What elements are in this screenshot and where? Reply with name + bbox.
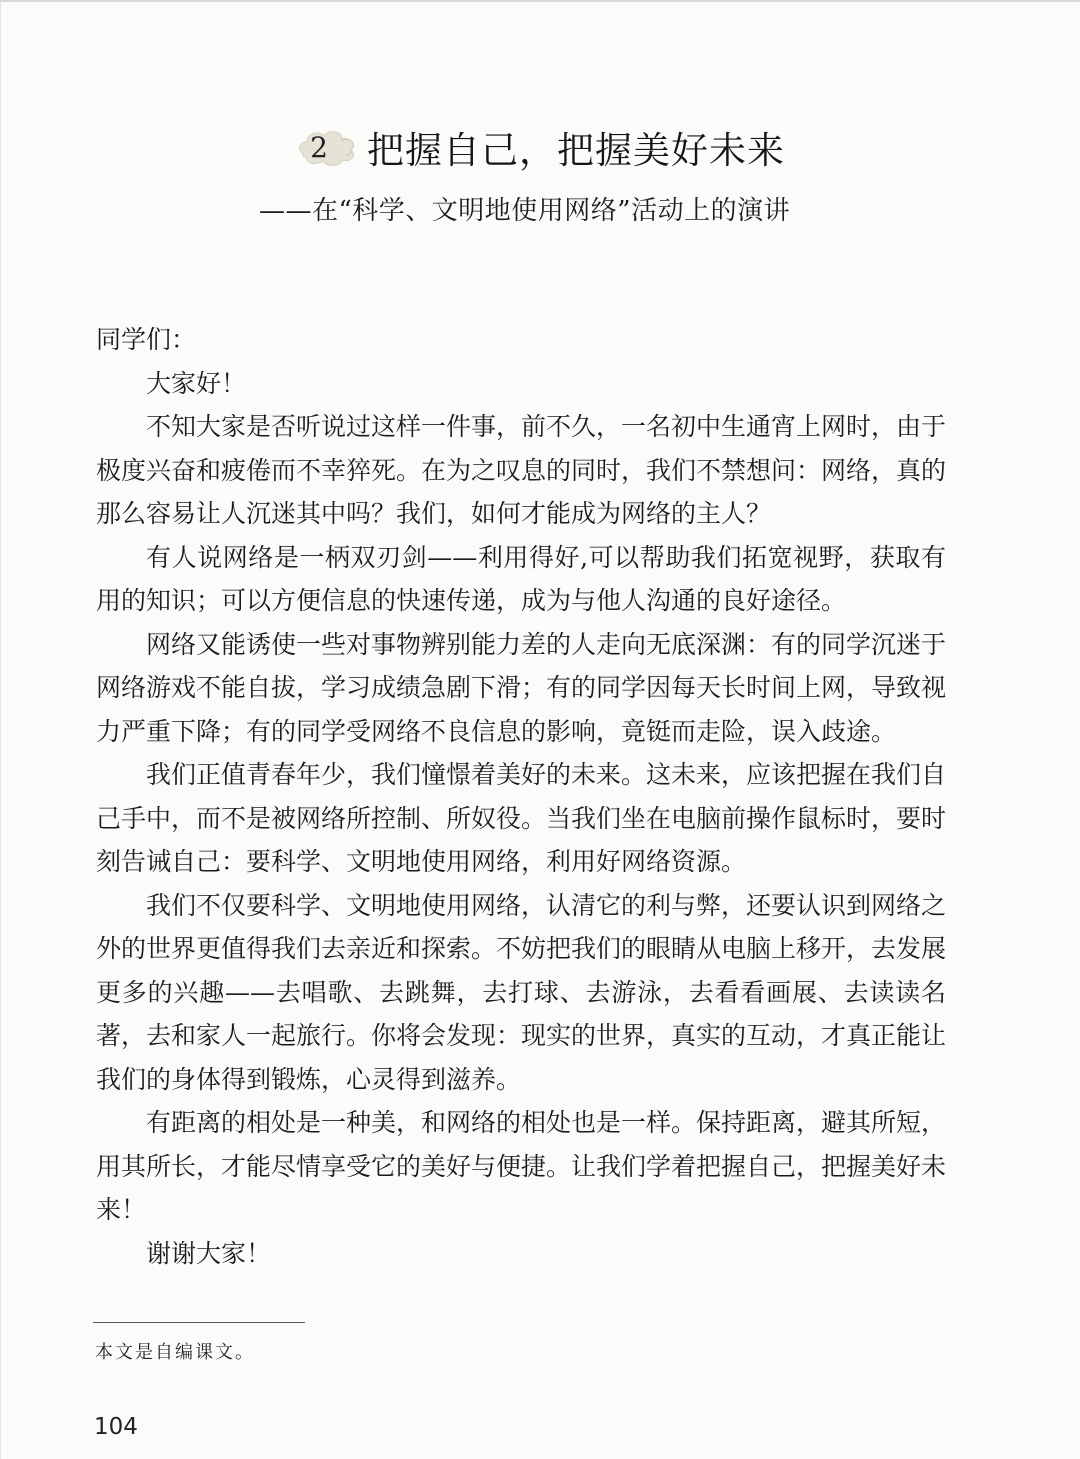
page-number: 104 xyxy=(94,1414,138,1440)
footnote-divider xyxy=(93,1322,305,1323)
paragraph: 我们正值青春年少，我们憧憬着美好的未来。这未来，应该把握在我们自己手中，而不是被网络所控制、所奴役。当我们坐在电脑前操作鼠标时，要时刻告诫自己：要科学、文明地使用网络，利用好网络资源。 xyxy=(96,760,947,876)
salutation: 同学们： xyxy=(96,325,197,354)
lesson-number: 2 xyxy=(310,131,328,164)
paragraph: 有距离的相处是一种美，和网络的相处也是一样。保持距离，避其所短，用其所长，才能尽情享受它的美好与便捷。让我们学着把握自己，把握美好未来！ xyxy=(96,1108,947,1224)
lesson-subtitle: ——在“科学、文明地使用网络”活动上的演讲 xyxy=(259,196,791,226)
paragraph-closing: 谢谢大家！ xyxy=(146,1238,272,1268)
paragraph: 网络又能诱使一些对事物辨别能力差的人走向无底深渊：有的同学沉迷于网络游戏不能自拔，学习成绩急剧下滑；有的同学因每天长时间上网，导致视力严重下降；有的同学受网络不良信息的影响，竟铤而走险，误入歧途。 xyxy=(96,629,947,746)
paragraph-greeting: 大家好！ xyxy=(146,368,247,398)
paragraph: 我们不仅要科学、文明地使用网络，认清它的利与弊，还要认识到网络之外的世界更值得我们去亲近和探索。不妨把我们的眼睛从电脑上移开，去发展更多的兴趣——去唱歌、去跳舞，去打球、去游泳，去看看画展、去读读名著，去和家人一起旅行。你将会发现：现实的世界，真实的互动，才真正能让我们的身体得到锻炼，心灵得到滋养。 xyxy=(96,890,947,1094)
paragraph: 有人说网络是一柄双刃剑——利用得好,可以帮助我们拓宽视野，获取有用的知识；可以方便信息的快速传递，成为与他人沟通的良好途径。 xyxy=(96,542,946,615)
lesson-title: 把握自己，把握美好未来 xyxy=(367,129,785,172)
lesson-number-badge xyxy=(297,125,359,169)
lesson-heading xyxy=(1,120,1080,174)
footnote: 本文是自编课文。 xyxy=(95,1342,255,1363)
speech-body xyxy=(96,318,946,1275)
paragraph: 不知大家是否听说过这样一件事，前不久，一名初中生通宵上网时，由于极度兴奋和疲倦而不幸猝死。在为之叹息的同时，我们不禁想问：网络，真的那么容易让人沉迷其中吗？我们，如何才能成为网络的主人？ xyxy=(96,412,947,528)
